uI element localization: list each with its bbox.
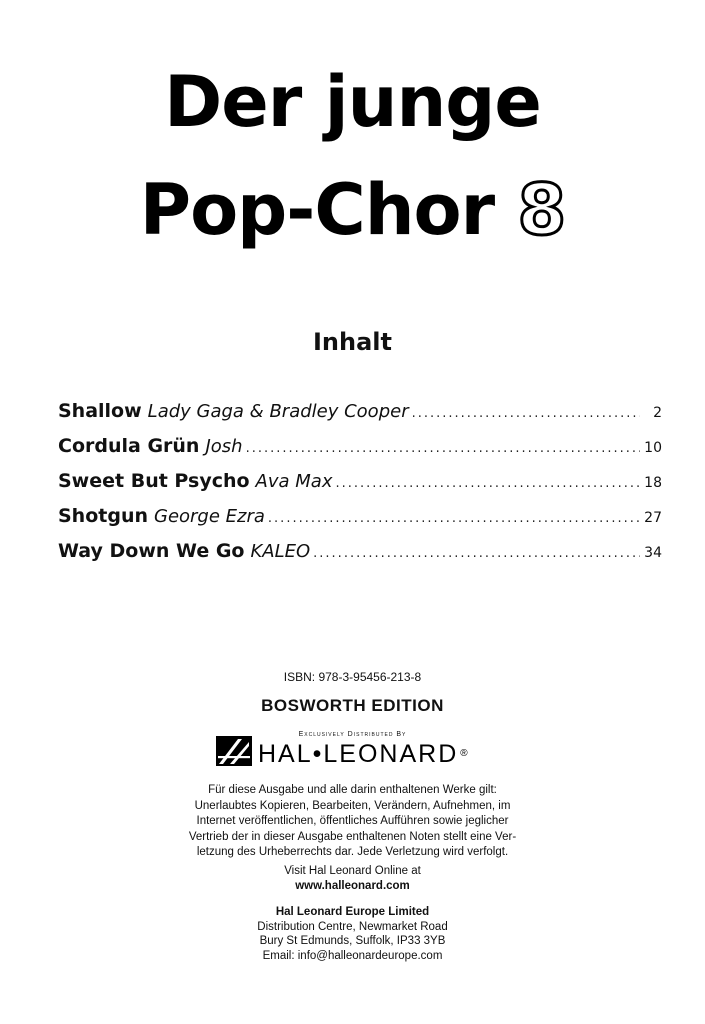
address-line: Distribution Centre, Newmarket Road (257, 920, 448, 933)
table-of-contents (58, 400, 662, 575)
page-number: 10 (644, 440, 662, 456)
company-name: Hal Leonard Europe Limited (275, 906, 430, 918)
dot-leader (313, 546, 640, 561)
isbn: ISBN: 978-3-95456-213-8 (283, 670, 422, 684)
legal-line: Unerlaubtes Kopieren, Bearbeiten, Verändern, Aufnehmen, im (194, 799, 511, 812)
song-artist: George Ezra (154, 506, 265, 527)
distributed-by: Exclusively Distributed By (298, 731, 407, 738)
legal-line: Für diese Ausgabe und alle darin enthaltenen Werke gilt: (208, 784, 497, 796)
toc-entry (58, 435, 662, 470)
page-number: 18 (644, 475, 662, 491)
edition-label: BOSWORTH EDITION (261, 696, 444, 715)
volume-number: 8 (517, 169, 566, 251)
title-text: Pop-Chor (139, 169, 495, 251)
song-title: Cordula Grün (58, 435, 200, 457)
toc-entry (58, 505, 662, 540)
toc-entry (58, 540, 662, 575)
website-link[interactable]: www.halleonard.com (295, 880, 410, 892)
page-number: 34 (644, 545, 662, 561)
dot-leader (412, 406, 640, 421)
dot-leader (246, 441, 640, 456)
legal-notice (0, 783, 705, 861)
song-title: Way Down We Go (58, 540, 245, 562)
dot-leader (335, 476, 640, 491)
title-line-2 (0, 170, 705, 250)
song-title: Shallow (58, 400, 142, 422)
song-artist: KALEO (250, 541, 311, 562)
toc-entry (58, 470, 662, 505)
email-address[interactable]: Email: info@halleonardeurope.com (262, 949, 443, 962)
legal-line: Vertrieb der in dieser Ausgabe enthaltenen Noten stellt eine Ver- (188, 830, 517, 843)
publisher-address (0, 905, 705, 963)
page-number: 2 (653, 405, 662, 421)
song-artist: Josh (205, 436, 243, 457)
contents-heading: Inhalt (313, 328, 392, 356)
visit-text: Visit Hal Leonard Online at (284, 865, 421, 877)
song-title: Shotgun (58, 505, 148, 527)
page-number: 27 (644, 510, 662, 526)
song-title: Sweet But Psycho (58, 470, 250, 492)
hal-leonard-logo (216, 733, 506, 769)
hal-leonard-logo-icon (216, 736, 252, 766)
toc-entry (58, 400, 662, 435)
title-line-1: Der junge (164, 61, 541, 143)
song-artist: Ava Max (255, 471, 333, 492)
legal-line: letzung des Urheberrechts dar. Jede Verletzung wird verfolgt. (196, 846, 509, 858)
song-artist: Lady Gaga & Bradley Cooper (147, 401, 409, 422)
visit-online (0, 864, 705, 894)
hal-leonard-wordmark: HAL•LEONARD ® (258, 740, 470, 768)
legal-line: Internet veröffentlichen, öffentliches Aufführen sowie jeglicher (196, 815, 509, 827)
address-line: Bury St Edmunds, Suffolk, IP33 3YB (259, 935, 446, 947)
dot-leader (268, 511, 640, 526)
